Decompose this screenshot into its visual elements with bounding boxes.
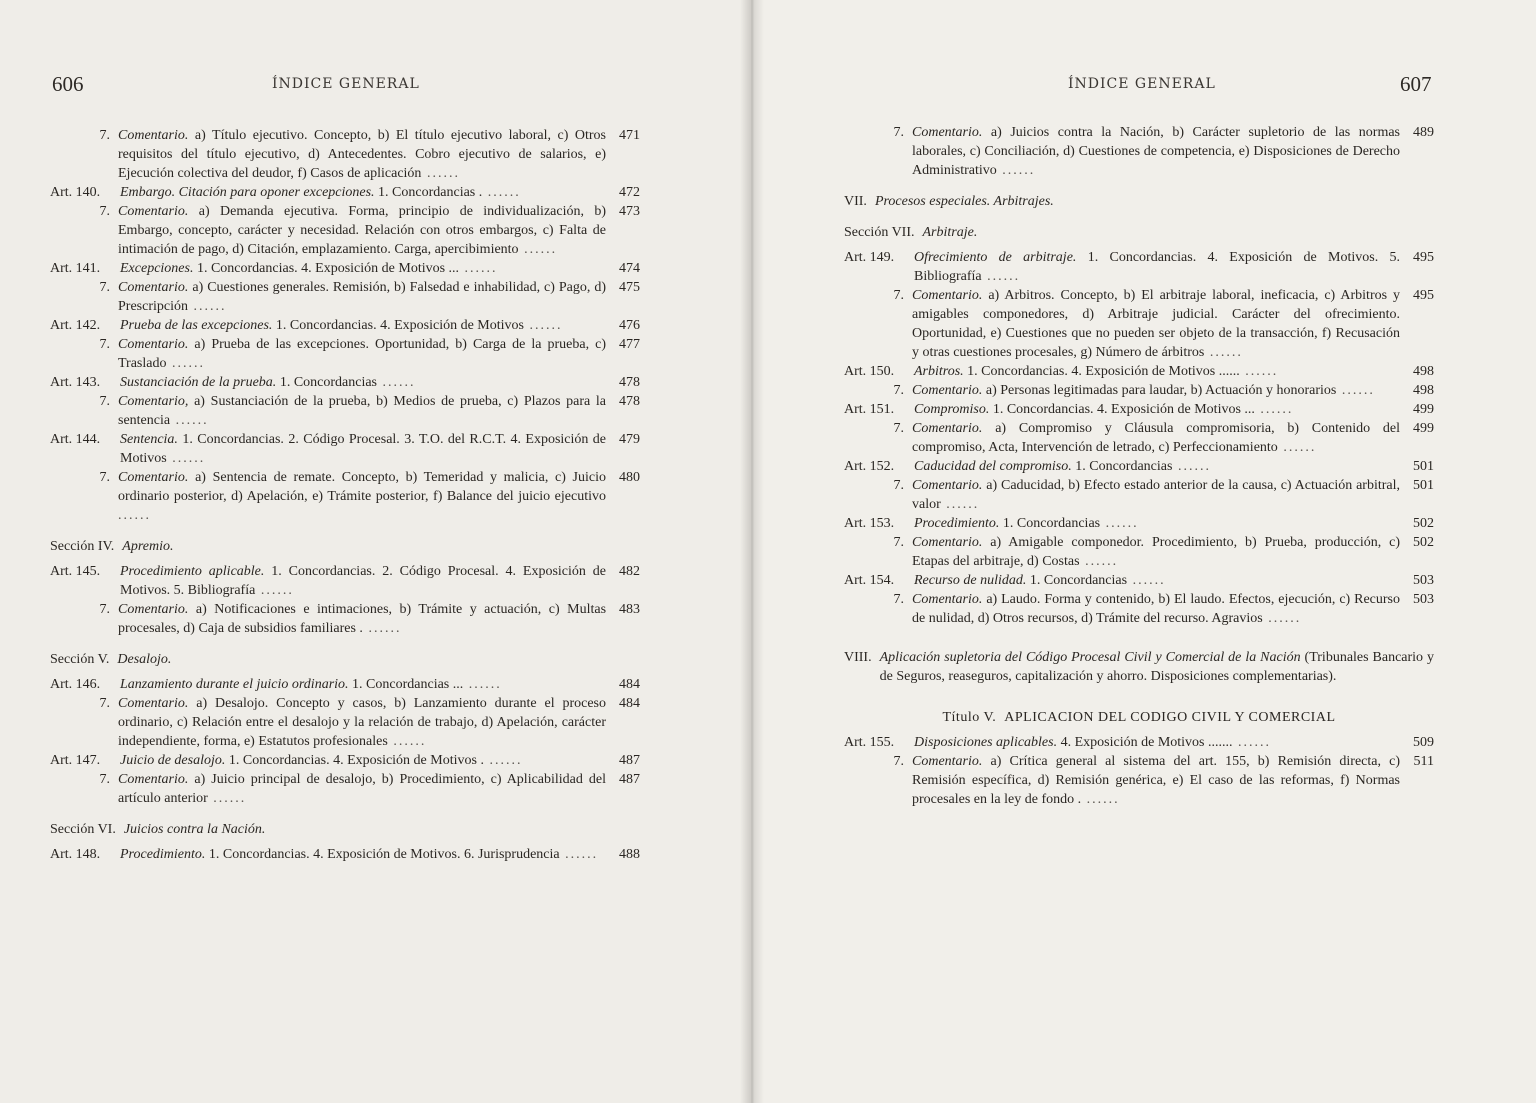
leader-dots: ...... (1254, 402, 1294, 417)
leader-dots: ...... (166, 356, 205, 371)
entry-label: Art. 142. (50, 318, 101, 333)
page-reference: 511 (1413, 754, 1434, 769)
entry-label: Art. 151. (844, 402, 895, 417)
right-page-number: 607 (1400, 72, 1432, 96)
entry-title: Comentario. (912, 754, 983, 769)
entry-text (923, 223, 1435, 242)
entry-text (912, 123, 1400, 180)
entry-label: Sección V. (50, 652, 110, 667)
entry-text (120, 316, 606, 335)
entry-text (120, 751, 606, 770)
leader-dots: ...... (981, 269, 1021, 284)
right-page (752, 0, 1536, 1103)
entry-text (118, 126, 606, 183)
entry-title: Juicio de desalojo. (120, 753, 226, 768)
entry-label: Art. 145. (50, 564, 101, 579)
entry-text (122, 537, 640, 556)
entry-description: 1. Concordancias (279, 375, 378, 390)
index-entry (50, 430, 640, 468)
entry-label: Sección IV. (50, 539, 115, 554)
right-running-head: ÍNDICE GENERAL (1068, 76, 1216, 92)
entry-text (914, 400, 1400, 419)
entry-description: a) Compromiso y Cláusula compromisoria, b) Contenido del compromiso, Acta, Intervención de letrado, c) Perfeccionamiento (912, 421, 1401, 455)
index-entry (50, 650, 640, 669)
entry-label: 7. (99, 337, 110, 352)
page-reference: 482 (619, 564, 640, 579)
index-entry (50, 468, 640, 525)
entry-title: Sentencia. (120, 432, 178, 447)
entry-title: Procedimiento. (120, 847, 206, 862)
entry-title: Comentario. (118, 602, 189, 617)
index-entry (50, 202, 640, 259)
entry-text (912, 381, 1400, 400)
entry-text (914, 457, 1400, 476)
entry-description: a) Demanda ejecutiva. Forma, principio de individualización, b) Embargo, concepto, carácter y necesidad. Relación con otros embargos, c) Falta de intimación de pago, d) Citación, emplazamiento. Carga, apercibimiento (118, 204, 607, 257)
entry-title: Comentario. (118, 696, 189, 711)
entry-label: Art. 152. (844, 459, 895, 474)
entry-title: Arbitraje. (922, 225, 978, 240)
page-reference: 478 (619, 375, 640, 390)
entry-text (912, 476, 1400, 514)
page-reference: 484 (619, 677, 640, 692)
entry-label: Art. 148. (50, 847, 101, 862)
index-entry (844, 571, 1434, 590)
left-page-number: 606 (52, 72, 84, 96)
page-reference: 479 (619, 432, 640, 447)
entry-label: Art. 146. (50, 677, 101, 692)
entry-description: a) Laudo. Forma y contenido, b) El laudo. Efectos, ejecución, c) Recurso de nulidad, d) Otros recursos, d) Trámite del recurso. Agravios (912, 592, 1400, 626)
entry-description: 1. Concordancias (1029, 573, 1128, 588)
index-entry (50, 183, 640, 202)
entry-title: Comentario. (912, 383, 983, 398)
page-reference: 503 (1413, 592, 1434, 607)
page-reference: 503 (1413, 573, 1434, 588)
leader-dots: ...... (170, 413, 209, 428)
index-entry (50, 316, 640, 335)
entry-text (124, 820, 640, 839)
leader-dots: ...... (1336, 383, 1375, 398)
leader-dots: ...... (1172, 459, 1211, 474)
index-entry (844, 381, 1434, 400)
leader-dots: ...... (1100, 516, 1139, 531)
leader-dots: ...... (255, 583, 294, 598)
entry-title: Comentario. (912, 592, 983, 607)
entry-label: 7. (99, 772, 110, 787)
leader-dots: ...... (463, 677, 502, 692)
entry-description: a) Juicio principal de desalojo, b) Procedimiento, c) Aplicabilidad del artículo anterior (118, 772, 606, 806)
entry-label: 7. (893, 288, 904, 303)
entry-text (875, 192, 1434, 211)
leader-dots: ...... (387, 734, 427, 749)
entry-label: 7. (893, 478, 904, 493)
entry-label: Sección VII. (844, 225, 915, 240)
entry-description: a) Sentencia de remate. Concepto, b) Temeridad y malicia, c) Juicio ordinario posterior, d) Apelación, e) Trámite posterior, f) Balance del juicio ejecutivo (118, 470, 607, 504)
entry-description: a) Amigable componedor. Procedimiento, b) Prueba, producción, c) Etapas del arbitraje, d) Costas (912, 535, 1401, 569)
entry-description: 1. Concordancias. 4. Exposición de Motivos (275, 318, 524, 333)
entry-title: Aplicación supletoria del Código Procesal Civil y Comercial de la Nación (879, 650, 1301, 665)
entry-description: 1. Concordancias. 4. Exposición de Motivos. 5. Bibliografía (914, 250, 1401, 284)
entry-title: Desalojo. (117, 652, 172, 667)
entry-label: Art. 143. (50, 375, 101, 390)
entry-label: Art. 150. (844, 364, 895, 379)
index-entry (844, 648, 1434, 686)
entry-label: Art. 153. (844, 516, 895, 531)
entry-title: Comentario. (912, 288, 983, 303)
entry-description: 1. Concordancias. 4. Exposición de Motivos ...... (967, 364, 1240, 379)
page-reference: 487 (619, 772, 640, 787)
page-reference: 495 (1413, 250, 1434, 265)
index-entry (50, 259, 640, 278)
index-entry (844, 419, 1434, 457)
page-reference: 480 (619, 470, 640, 485)
entry-title: Procesos especiales. Arbitrajes. (874, 194, 1054, 209)
index-entry (844, 457, 1434, 476)
page-reference: 477 (619, 337, 640, 352)
entry-description: APLICACION DEL CODIGO CIVIL Y COMERCIAL (1004, 710, 1336, 725)
entry-text (120, 259, 606, 278)
page-reference: 475 (619, 280, 640, 295)
index-entry (50, 751, 640, 770)
entry-text (120, 562, 606, 600)
index-entry (50, 820, 640, 839)
entry-label: 7. (893, 383, 904, 398)
leader-dots: ...... (1262, 611, 1302, 626)
entry-description: 1. Concordancias . (378, 185, 483, 200)
index-entry (50, 278, 640, 316)
entry-title: Disposiciones aplicables. (914, 735, 1058, 750)
entry-description: a) Personas legitimadas para laudar, b) Actuación y honorarios (985, 383, 1337, 398)
entry-description: a) Desalojo. Concepto y casos, b) Lanzamiento durante el proceso ordinario, c) Relación entre el desalojo y la relación de trabajo, d) Apelación, carácter independiente, forma, e) Estatutos profesionales (118, 696, 607, 749)
page-reference: 502 (1413, 535, 1434, 550)
index-entry (50, 770, 640, 808)
entry-label: 7. (99, 128, 110, 143)
entry-title: Recurso de nulidad. (914, 573, 1027, 588)
leader-dots: ...... (482, 185, 521, 200)
entry-description: 1. Concordancias. 4. Exposición de Motivos ... (196, 261, 460, 276)
index-entry (50, 373, 640, 392)
entry-label: Art. 140. (50, 185, 101, 200)
page-reference: 489 (1413, 125, 1434, 140)
entry-text (914, 362, 1400, 381)
entry-text (117, 650, 640, 669)
entry-description: a) Cuestiones generales. Remisión, b) Falsedad e inhabilidad, c) Pago, d) Prescripción (118, 280, 606, 314)
entry-description: 1. Concordancias. 2. Código Procesal. 4. Exposición de Motivos. 5. Bibliografía (120, 564, 607, 598)
index-entry (844, 400, 1434, 419)
page-reference: 472 (619, 185, 640, 200)
index-entry (50, 600, 640, 638)
entry-text (118, 335, 606, 373)
page-reference: 499 (1413, 402, 1434, 417)
entry-text (880, 648, 1434, 686)
entry-label: Art. 154. (844, 573, 895, 588)
leader-dots: ...... (1239, 364, 1279, 379)
entry-title: Sustanciación de la prueba. (120, 375, 277, 390)
page-reference: 478 (619, 394, 640, 409)
leader-dots: ...... (1127, 573, 1166, 588)
entry-description: 1. Concordancias. 4. Exposición de Motivos. 6. Jurisprudencia (208, 847, 560, 862)
entry-label: 7. (893, 421, 904, 436)
entry-label: Art. 144. (50, 432, 101, 447)
page-reference: 484 (619, 696, 640, 711)
entry-description: 1. Concordancias. 4. Exposición de Motivos . (228, 753, 484, 768)
entry-description: 1. Concordancias ... (352, 677, 464, 692)
entry-text (120, 183, 606, 202)
index-entry (50, 675, 640, 694)
entry-description: a) Título ejecutivo. Concepto, b) El título ejecutivo laboral, c) Otros requisitos del título ejecutivo, d) Antecedentes. Cobro ejecutivo de salarios, e) Ejecución colectiva del deudor, f) Casos de aplicación (118, 128, 606, 181)
entry-label: 7. (893, 125, 904, 140)
entry-description: a) Caducidad, b) Efecto estado anterior de la causa, c) Actuación arbitral, valor (912, 478, 1401, 512)
entry-text (118, 392, 606, 430)
index-entry (844, 248, 1434, 286)
entry-text (120, 675, 606, 694)
index-entry (50, 335, 640, 373)
page-reference: 498 (1413, 383, 1434, 398)
entry-description: a) Juicios contra la Nación, b) Carácter supletorio de las normas laborales, c) Conciliación, d) Cuestiones de competencia, e) Disposiciones de Derecho Administrativo (912, 125, 1400, 178)
entry-text (118, 600, 606, 638)
entry-title: Procedimiento aplicable. (120, 564, 265, 579)
leader-dots: ...... (1277, 440, 1317, 455)
entry-label: Título V. (942, 710, 997, 725)
entry-title: Lanzamiento durante el juicio ordinario. (120, 677, 349, 692)
entry-text (914, 733, 1400, 752)
leader-dots: ...... (1204, 345, 1243, 360)
page-reference: 483 (619, 602, 640, 617)
left-running-head: ÍNDICE GENERAL (272, 76, 420, 92)
leader-dots: ...... (421, 166, 460, 181)
left-page (0, 0, 752, 1103)
book-gutter (740, 0, 764, 1103)
entry-label: 7. (99, 394, 110, 409)
entry-label: Art. 141. (50, 261, 101, 276)
leader-dots: ...... (523, 318, 563, 333)
entry-label: 7. (99, 602, 110, 617)
page-reference: 487 (619, 753, 640, 768)
leader-dots: ...... (118, 508, 151, 523)
entry-label: Art. 155. (844, 735, 895, 750)
leader-dots: ...... (207, 791, 247, 806)
entry-text (120, 373, 606, 392)
entry-label: 7. (893, 592, 904, 607)
page-reference: 488 (619, 847, 640, 862)
index-entry (844, 223, 1434, 242)
entry-description: 1. Concordancias. 2. Código Procesal. 3. T.O. del R.C.T. 4. Exposición de Motivos (120, 432, 607, 466)
left-index-list (50, 126, 640, 864)
entry-description: 1. Concordancias (1002, 516, 1101, 531)
index-entry (844, 362, 1434, 381)
entry-title: Comentario. (912, 421, 983, 436)
leader-dots: ...... (166, 451, 206, 466)
entry-text (912, 286, 1400, 362)
entry-label: VII. (844, 194, 867, 209)
index-entry (844, 590, 1434, 628)
entry-label: 7. (99, 470, 110, 485)
index-entry (844, 533, 1434, 571)
page-reference: 471 (619, 128, 640, 143)
entry-title: Procedimiento. (914, 516, 1000, 531)
entry-label: Art. 147. (50, 753, 101, 768)
leader-dots: ...... (996, 163, 1036, 178)
entry-description: 1. Concordancias (1075, 459, 1173, 474)
page-reference: 499 (1413, 421, 1434, 436)
leader-dots: ...... (377, 375, 416, 390)
index-entry (50, 392, 640, 430)
page-reference: 501 (1413, 478, 1434, 493)
index-entry (50, 537, 640, 556)
entry-text (914, 514, 1400, 533)
entry-text (118, 694, 606, 751)
entry-title: Juicios contra la Nación. (123, 822, 266, 837)
entry-description: a) Notificaciones e intimaciones, b) Trámite y actuación, c) Multas procesales, d) Caja de subsidios familiares . (118, 602, 607, 636)
page-reference: 498 (1413, 364, 1434, 379)
entry-title: Ofrecimiento de arbitraje. (914, 250, 1077, 265)
entry-title: Comentario. (912, 535, 983, 550)
entry-text (120, 430, 606, 468)
entry-text (914, 248, 1400, 286)
entry-description: a) Arbitros. Concepto, b) El arbitraje laboral, ineficacia, c) Arbitros y amigables componedores, d) Arbitraje judicial. Carácter del ofrecimiento. Oportunidad, e) Cuestiones que no pueden ser objeto de la transacción, f) Recusación y otras cuestiones procesales, g) Número de árbitros (912, 288, 1400, 360)
entry-title: Comentario. (118, 470, 189, 485)
entry-text (912, 419, 1400, 457)
entry-title: Comentario. (912, 125, 983, 140)
leader-dots: ...... (559, 847, 599, 862)
page-reference: 502 (1413, 516, 1434, 531)
entry-text (118, 468, 606, 525)
leader-dots: ...... (1232, 735, 1271, 750)
entry-title: Excepciones. (120, 261, 194, 276)
page-reference: 476 (619, 318, 640, 333)
index-entry (844, 733, 1434, 752)
index-entry (50, 562, 640, 600)
index-entry (844, 514, 1434, 533)
entry-text (912, 590, 1400, 628)
index-entry (844, 286, 1434, 362)
entry-title: Comentario. (118, 280, 189, 295)
entry-label: 7. (99, 280, 110, 295)
index-entry (844, 708, 1434, 727)
entry-description: 4. Exposición de Motivos ....... (1060, 735, 1233, 750)
entry-title: Comentario, (118, 394, 189, 409)
index-entry (50, 845, 640, 864)
entry-title: Comentario. (118, 337, 189, 352)
leader-dots: ...... (483, 753, 523, 768)
entry-title: Prueba de las excepciones. (120, 318, 273, 333)
page-reference: 473 (619, 204, 640, 219)
index-entry (50, 126, 640, 183)
entry-title: Arbitros. (914, 364, 964, 379)
entry-label: 7. (99, 696, 110, 711)
index-entry (844, 752, 1434, 809)
leader-dots: ...... (362, 621, 402, 636)
entry-text (118, 202, 606, 259)
entry-description: 1. Concordancias. 4. Exposición de Motivos ... (992, 402, 1255, 417)
entry-title: Caducidad del compromiso. (914, 459, 1072, 474)
index-entry (844, 123, 1434, 180)
entry-text (912, 752, 1400, 809)
entry-description: a) Prueba de las excepciones. Oportunidad, b) Carga de la prueba, c) Traslado (118, 337, 607, 371)
leader-dots: ...... (518, 242, 558, 257)
entry-description: a) Crítica general al sistema del art. 155, b) Remisión directa, c) Remisión específica, d) Remisión genérica, e) El caso de las reformas, f) Normas procesales en la ley de fondo . (912, 754, 1400, 807)
entry-title: Comentario. (118, 128, 189, 143)
right-index-list (844, 123, 1434, 809)
entry-label: 7. (893, 535, 904, 550)
entry-title: Compromiso. (914, 402, 990, 417)
leader-dots: ...... (187, 299, 227, 314)
page-reference: 474 (619, 261, 640, 276)
entry-label: Art. 149. (844, 250, 895, 265)
page-reference: 501 (1413, 459, 1434, 474)
page-reference: 495 (1413, 288, 1434, 303)
leader-dots: ...... (1081, 792, 1120, 807)
entry-title: Comentario. (912, 478, 983, 493)
entry-description: (Tribunales Bancario y de Seguros, reaseguros, capitalización y ahorro. Disposiciones complementarias). (879, 650, 1434, 684)
entry-title: Apremio. (122, 539, 174, 554)
entry-text (1004, 708, 1335, 727)
entry-text (914, 571, 1400, 590)
entry-title: Embargo. Citación para oponer excepciones. (120, 185, 375, 200)
entry-text (118, 278, 606, 316)
index-entry (844, 476, 1434, 514)
entry-text (912, 533, 1400, 571)
leader-dots: ...... (1079, 554, 1119, 569)
entry-text (118, 770, 606, 808)
entry-label: VIII. (844, 650, 872, 665)
entry-label: 7. (99, 204, 110, 219)
entry-description: a) Sustanciación de la prueba, b) Medios de prueba, c) Plazos para la sentencia (118, 394, 607, 428)
index-entry (50, 694, 640, 751)
entry-title: Comentario. (118, 204, 189, 219)
page-reference: 509 (1413, 735, 1434, 750)
entry-text (120, 845, 606, 864)
entry-title: Comentario. (118, 772, 189, 787)
leader-dots: ...... (940, 497, 980, 512)
index-entry (844, 192, 1434, 211)
leader-dots: ...... (459, 261, 498, 276)
entry-label: 7. (893, 754, 904, 769)
entry-label: Sección VI. (50, 822, 116, 837)
